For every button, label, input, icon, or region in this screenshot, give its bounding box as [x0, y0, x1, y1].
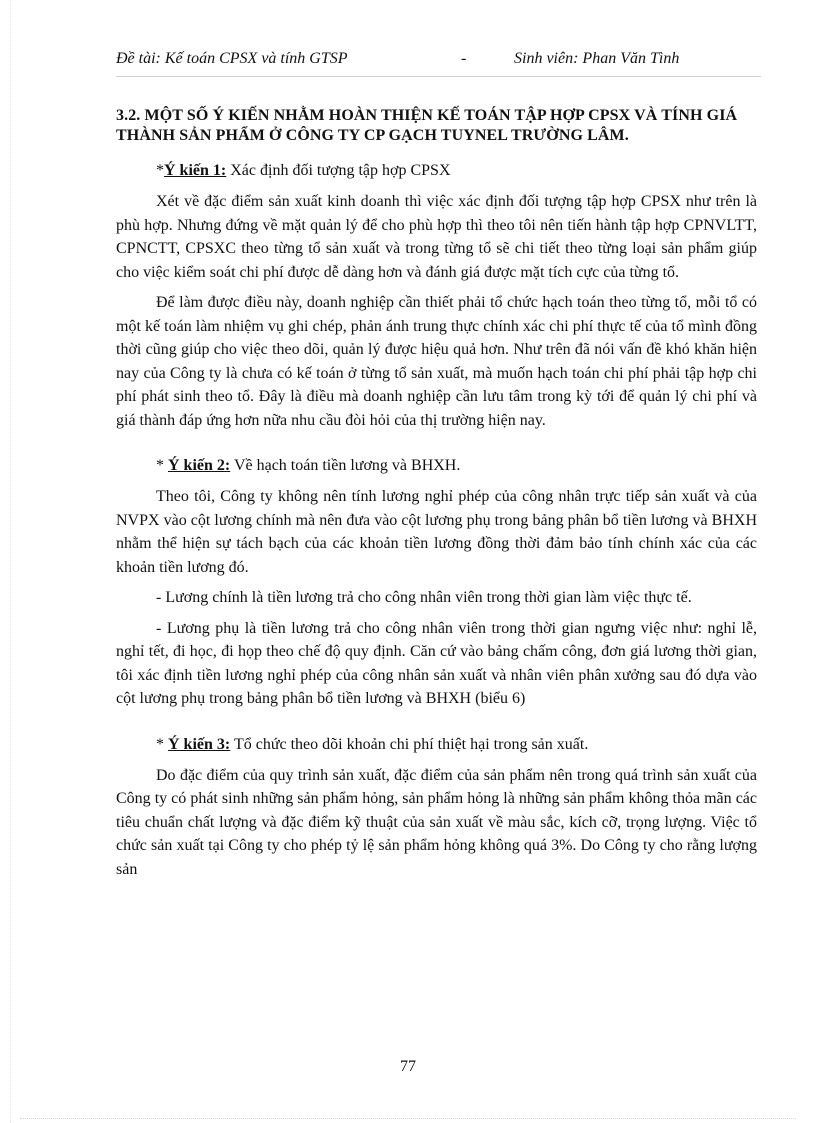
- opinion-2-paragraph-1: Theo tôi, Công ty không nên tính lương nghỉ phép của công nhân trực tiếp sản xuất và của NVPX vào cột lương chính mà nên đưa vào cột lương phụ trong bảng phân bổ tiền lương và BHXH nhằm thể hiện sự tách bạch của các khoản tiền lương đồng thời đảm bảo tính chính xác của các khoản tiền lương đó.: [116, 488, 757, 576]
- header-separator: -: [461, 50, 467, 67]
- opinion-2-prefix: *: [156, 457, 168, 474]
- page-content: [116, 106, 757, 888]
- opinion-1-prefix: *: [156, 162, 164, 179]
- spacer: [116, 439, 757, 455]
- page-bottom-guide: [20, 1118, 796, 1119]
- opinion-3-label: Ý kiến 3:: [168, 735, 231, 753]
- opinion-3-prefix: *: [156, 735, 168, 753]
- opinion-1-title: [156, 160, 757, 182]
- opinion-1-label: Ý kiến 1:: [164, 162, 227, 179]
- opinion-1-text: Xác định đối tượng tập hợp CPSX: [226, 162, 451, 179]
- opinion-3-paragraph-1: Do đặc điểm của quy trình sản xuất, đặc điểm của sản phẩm nên trong quá trình sản xuất của Công ty có phát sinh những sản phẩm hỏng, sản phẩm hỏng là những sản phẩm không thỏa mãn các tiêu chuẩn chất lượng và đặc điểm kỹ thuật của sản xuất về màu sắc, kích cỡ, trọng lượng. Việc tổ chức sản xuất tại Công ty cho phép tỷ lệ sản phẩm hỏng không quá 3%. Do Công ty cho rằng lượng sản: [116, 766, 757, 878]
- opinion-2-title: [156, 455, 757, 477]
- opinion-3-text: Tổ chức theo dõi khoản chi phí thiệt hại trong sản xuất.: [230, 735, 589, 753]
- page-header: [116, 50, 716, 72]
- header-topic: Đề tài: Kế toán CPSX và tính GTSP: [116, 50, 348, 67]
- opinion-3-title: [156, 734, 757, 756]
- page-number: 77: [400, 1058, 416, 1075]
- opinion-1-paragraph-1: Xét về đặc điểm sản xuất kinh doanh thì việc xác định đối tượng tập hợp CPSX như trên là phù hợp. Nhưng đứng về mặt quản lý để cho phù hợp thì theo tôi nên tiến hành tập hợp CPNVLTT, CPNCTT, CPSXC theo từng tổ sản xuất và trong từng tổ sẽ chi tiết theo từng loại sản phẩm giúp cho việc kiểm soát chi phí được dễ dàng hơn và đánh giá được mặt tích cực của từng tổ.: [116, 193, 757, 281]
- opinion-2-paragraph-3: - Lương phụ là tiền lương trả cho công nhân viên trong thời gian ngưng việc như: nghỉ lễ, nghỉ tết, đi học, đi họp theo chế độ quy định. Căn cứ vào bảng chấm công, đơn giá lương thời gian, tôi xác định tiền lương nghỉ phép của công nhân sản xuất và nhân viên phân xưởng sau đó dựa vào cột lương phụ trong bảng phân bổ tiền lương và BHXH (biểu 6): [116, 619, 757, 707]
- spacer: [116, 718, 757, 734]
- opinion-2-label: Ý kiến 2:: [168, 457, 231, 474]
- section-heading: 3.2. MỘT SỐ Ý KIẾN NHẰM HOÀN THIỆN KẾ TOÁN TẬP HỢP CPSX VÀ TÍNH GIÁ THÀNH SẢN PHẨM Ở CÔNG TY CP GẠCH TUYNEL TRƯỜNG LÂM.: [116, 107, 738, 144]
- opinion-2-paragraph-2: - Lương chính là tiền lương trả cho công nhân viên trong thời gian làm việc thực tế.: [156, 589, 692, 606]
- page-left-guide: [10, 0, 11, 1123]
- opinion-1-paragraph-2: Để làm được điều này, doanh nghiệp cần thiết phải tổ chức hạch toán theo từng tổ, mỗi tổ có một kế toán làm nhiệm vụ ghi chép, phản ánh trung thực chính xác chi phí thực tế của tổ mình đồng thời cũng giúp cho việc theo dõi, quản lý được hiệu quả hơn. Như trên đã nói vấn đề khó khăn hiện nay của Công ty là chưa có kế toán ở từng tổ sản xuất, mà muốn hạch toán chi phí phải tập hợp chi phí phát sinh theo tổ. Đây là điều mà doanh nghiệp cần lưu tâm trong kỳ tới để quản lý chi phí và giá thành đáp ứng hơn nữa nhu cầu đòi hỏi của thị trường hiện nay.: [116, 294, 757, 429]
- header-student: Sinh viên: Phan Văn Tình: [514, 50, 680, 67]
- opinion-2-text: Về hạch toán tiền lương và BHXH.: [230, 457, 461, 474]
- header-divider: [116, 76, 761, 77]
